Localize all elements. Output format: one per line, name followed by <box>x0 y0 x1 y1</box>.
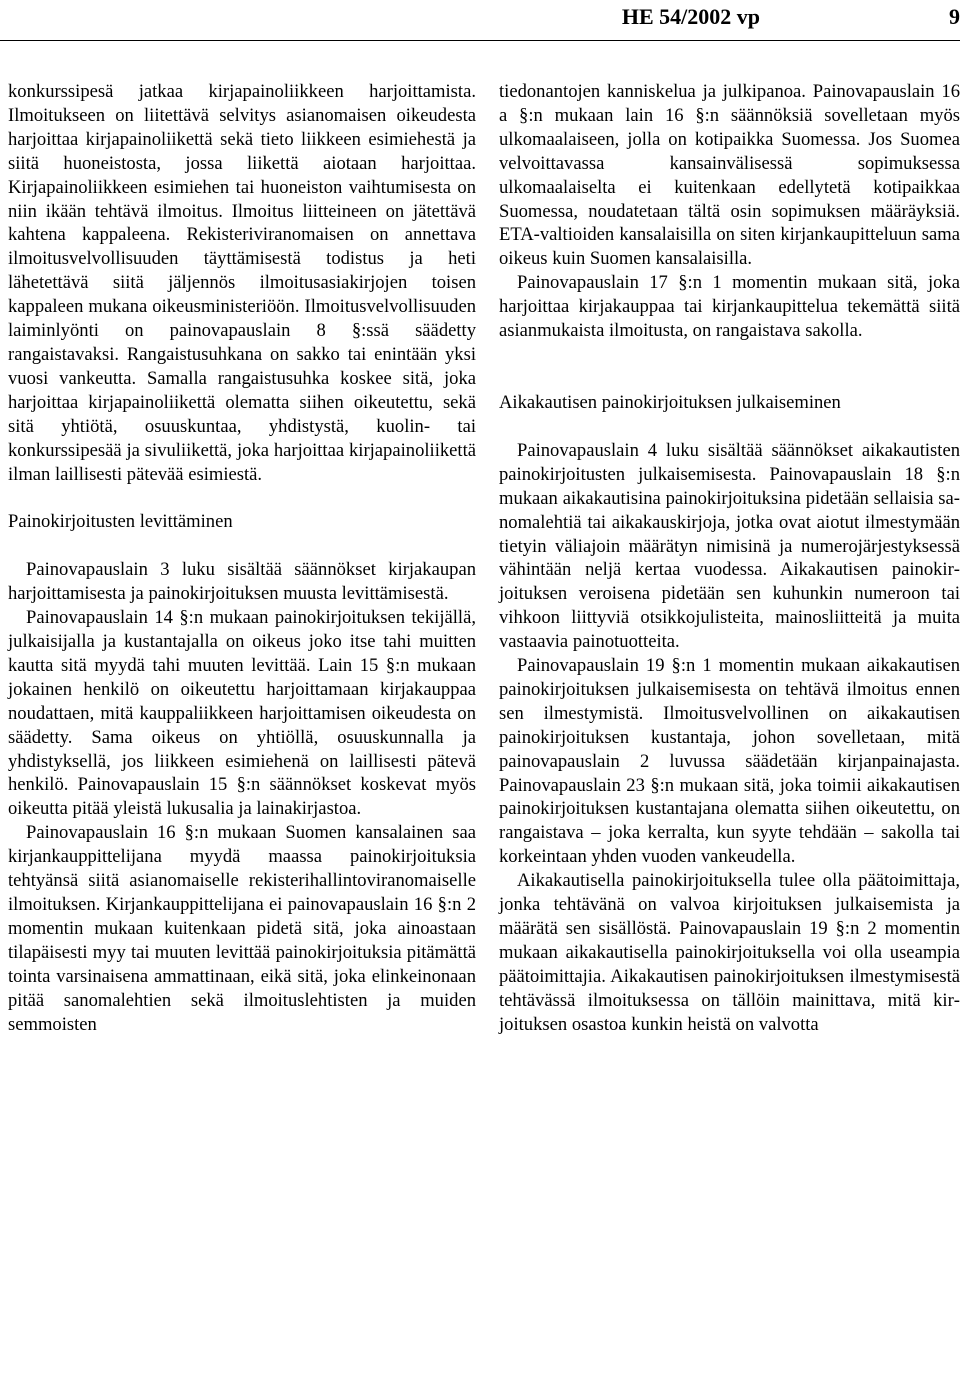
left-column <box>8 80 476 1036</box>
paragraph: Painovapauslain 17 §:n 1 momentin mukaan sitä, joka harjoittaa kirjakauppaa tai kirjankaupittelua tekemättä siitä asianmukaista ilmoitusta, on rangaistava sakolla. <box>499 272 960 342</box>
right-column <box>499 80 960 1037</box>
paragraph: Painovapauslain 3 luku sisältää säännökset kirjakaupan harjoittamisesta ja painokirjoituksen muusta levittämisestä. <box>8 559 476 605</box>
paragraph: Painovapauslain 14 §:n mukaan painokirjoituksen tekijällä, julkaisijalla ja kustantajalla on oikeus joko itse tahi muitten kautta sitä myydä tahi muuten levittää. Lain 15 §:n mukaan jokainen henkilö on oikeutettu harjoittamaan kirjakauppaa noudattaen, mitä kauppaliikkeen harjoittamisen oikeudesta on säädetty. Sama oikeus on yhtiöllä, osuuskunnalla ja yhdistyksellä, jos liikkeen esimiehenä on laillisesti pätevä henkilö. Painovapauslain 15 §:n säännökset koskevat myös oikeutta pitää yleistä lukusalia ja lainakirjastoa. <box>8 607 476 820</box>
page-header <box>0 0 960 41</box>
section-heading: Aikakautisen painokirjoituksen julkaiseminen <box>499 391 841 413</box>
paragraph: konkurssipesä jatkaa kirjapainoliikkeen harjoittamista. Ilmoitukseen on liitettävä selvitys asianomaisen oikeudesta harjoittaa kirjapainoliikettä sekä tieto liikkeen esimiehestä ja siitä huoneistosta, jossa liikettä aiotaan harjoittaa. Kirjapainoliikkeen esimiehen tai huoneiston vaihtumisesta on niin ikään tehtävä ilmoitus. Ilmoitus liitteineen on jätettävä kahtena kappaleena. Rekisteriviranomaisen on annettava ilmoitusvelvollisuuden täyttämisestä todistus ja heti lähetettävä siitä jäljennös ilmoitusasiakirjojen toisen kappaleen mukana oikeusministeriöön. Ilmoitusvelvollisuuden laiminlyönti on painovapauslain 8 §:ssä säädetty rangaistavaksi. Rangaistusuhkana on sakko tai enintään yksi vuosi vankeutta. Samalla rangaistusuhka koskee sitä, joka harjoittaa kirjapainoliikettä olematta siihen oikeutettu, sekä sitä yhtiötä, osuuskuntaa, yhdistystä, kuolin- tai konkurssipesää ja sivuliikettä, joka harjoittaa kirjapainoliikettä ilman laillisesti pätevää esimiestä. <box>8 81 476 485</box>
paragraph: tiedonantojen kanniskelua ja julkipanoa. Painovapauslain 16 a §:n mukaan lain 16 §:n säännöksiä sovelletaan myös ulkomaalaiseen, jolla on kotipaikka Suomessa. Jos Suomea velvoittavassa kansainvälisessä sopimuksessa ulkomaalaiselta ei kuitenkaan edellytetä kotipaikkaa Suomessa, noudatetaan tältä osin sopimuksen määräyksiä. ETA-valtioiden kansalaisilla on siten kirjankaupitteluun sama oikeus kuin Suomen kansalaisilla. <box>499 81 960 270</box>
paragraph: Painovapauslain 4 luku sisältää säännökset aikakautisten painokirjoitusten julkaisemisesta. Painovapauslain 18 §:n mukaan aikakautisina painokirjoituksina pidetään sellaisia sanomalehtiä tai aikakauskirjoja, jotka ovat aiotut ilmestymään tietyin väliajoin määrätyn nimisinä ja numerojärjestyksessä vähintään neljä kertaa vuodessa. Aikakautisen painokirjoituksen veroisena pidetään sen kuhunkin numeroon tai vihkoon liittyviä otsikkojulisteita, mainosliitteitä ja muita vastaavia painotuotteita. <box>499 439 960 653</box>
paragraph: Painovapauslain 19 §:n 1 momentin mukaan aikakautisen painokirjoituksen julkaisemisesta on tehtävä ilmoitus ennen sen ilmestymistä. Ilmoitusvelvollinen on aikakautisen painokirjoituksen kustantaja, johon sovelletaan, mitä painovapauslain 2 luvussa säädetään kirjanpainajasta. Painovapauslain 23 §:n mukaan sitä, joka toimii aikakautisen painokirjoituksen kustantajana olematta siihen oikeutettu, on rangaistava – joka kerralta, kun syyte tehdään – sakolla tai korkeintaan yhden vuoden vankeudella. <box>499 655 960 868</box>
section-heading: Painokirjoitusten levittäminen <box>8 511 233 533</box>
paragraph: Aikakautisella painokirjoituksella tulee olla päätoimittaja, jonka tehtävänä on valvoa kirjoituksen julkaisemista ja määrätä sen sisällöstä. Painovapauslain 19 §:n 2 momentin mukaan aikakautisella painokirjoituksella voi olla useampia päätoimittajia. Aikakautisen painokirjoituksen ilmestymisestä tehtävässä ilmoituksessa on tällöin mainittava, mitä kirjoituksen osastoa kunkin heistä on valvotta <box>499 870 960 1035</box>
page-number: 9 <box>949 4 960 29</box>
paragraph: Painovapauslain 16 §:n mukaan Suomen kansalainen saa kirjankauppittelijana myydä maassa painokirjoituksia tehtyänsä siitä asianomaiselle rekisterihallintoviranomaiselle ilmoituksen. Kirjankauppittelijana ei painovapauslain 16 §:n 2 momentin mukaan kuitenkaan pidetä sitä, joka ainoastaan tilapäisesti myy tai muuten levittää painokirjoituksia pitämättä tointa varsinaisena ammattinaan, eikä sitä, joka elinkeinonaan pitää sanomalehtien sekä ilmoituslehtisten ja muiden semmoisten <box>8 822 476 1035</box>
document-id: HE 54/2002 vp <box>621 4 760 29</box>
